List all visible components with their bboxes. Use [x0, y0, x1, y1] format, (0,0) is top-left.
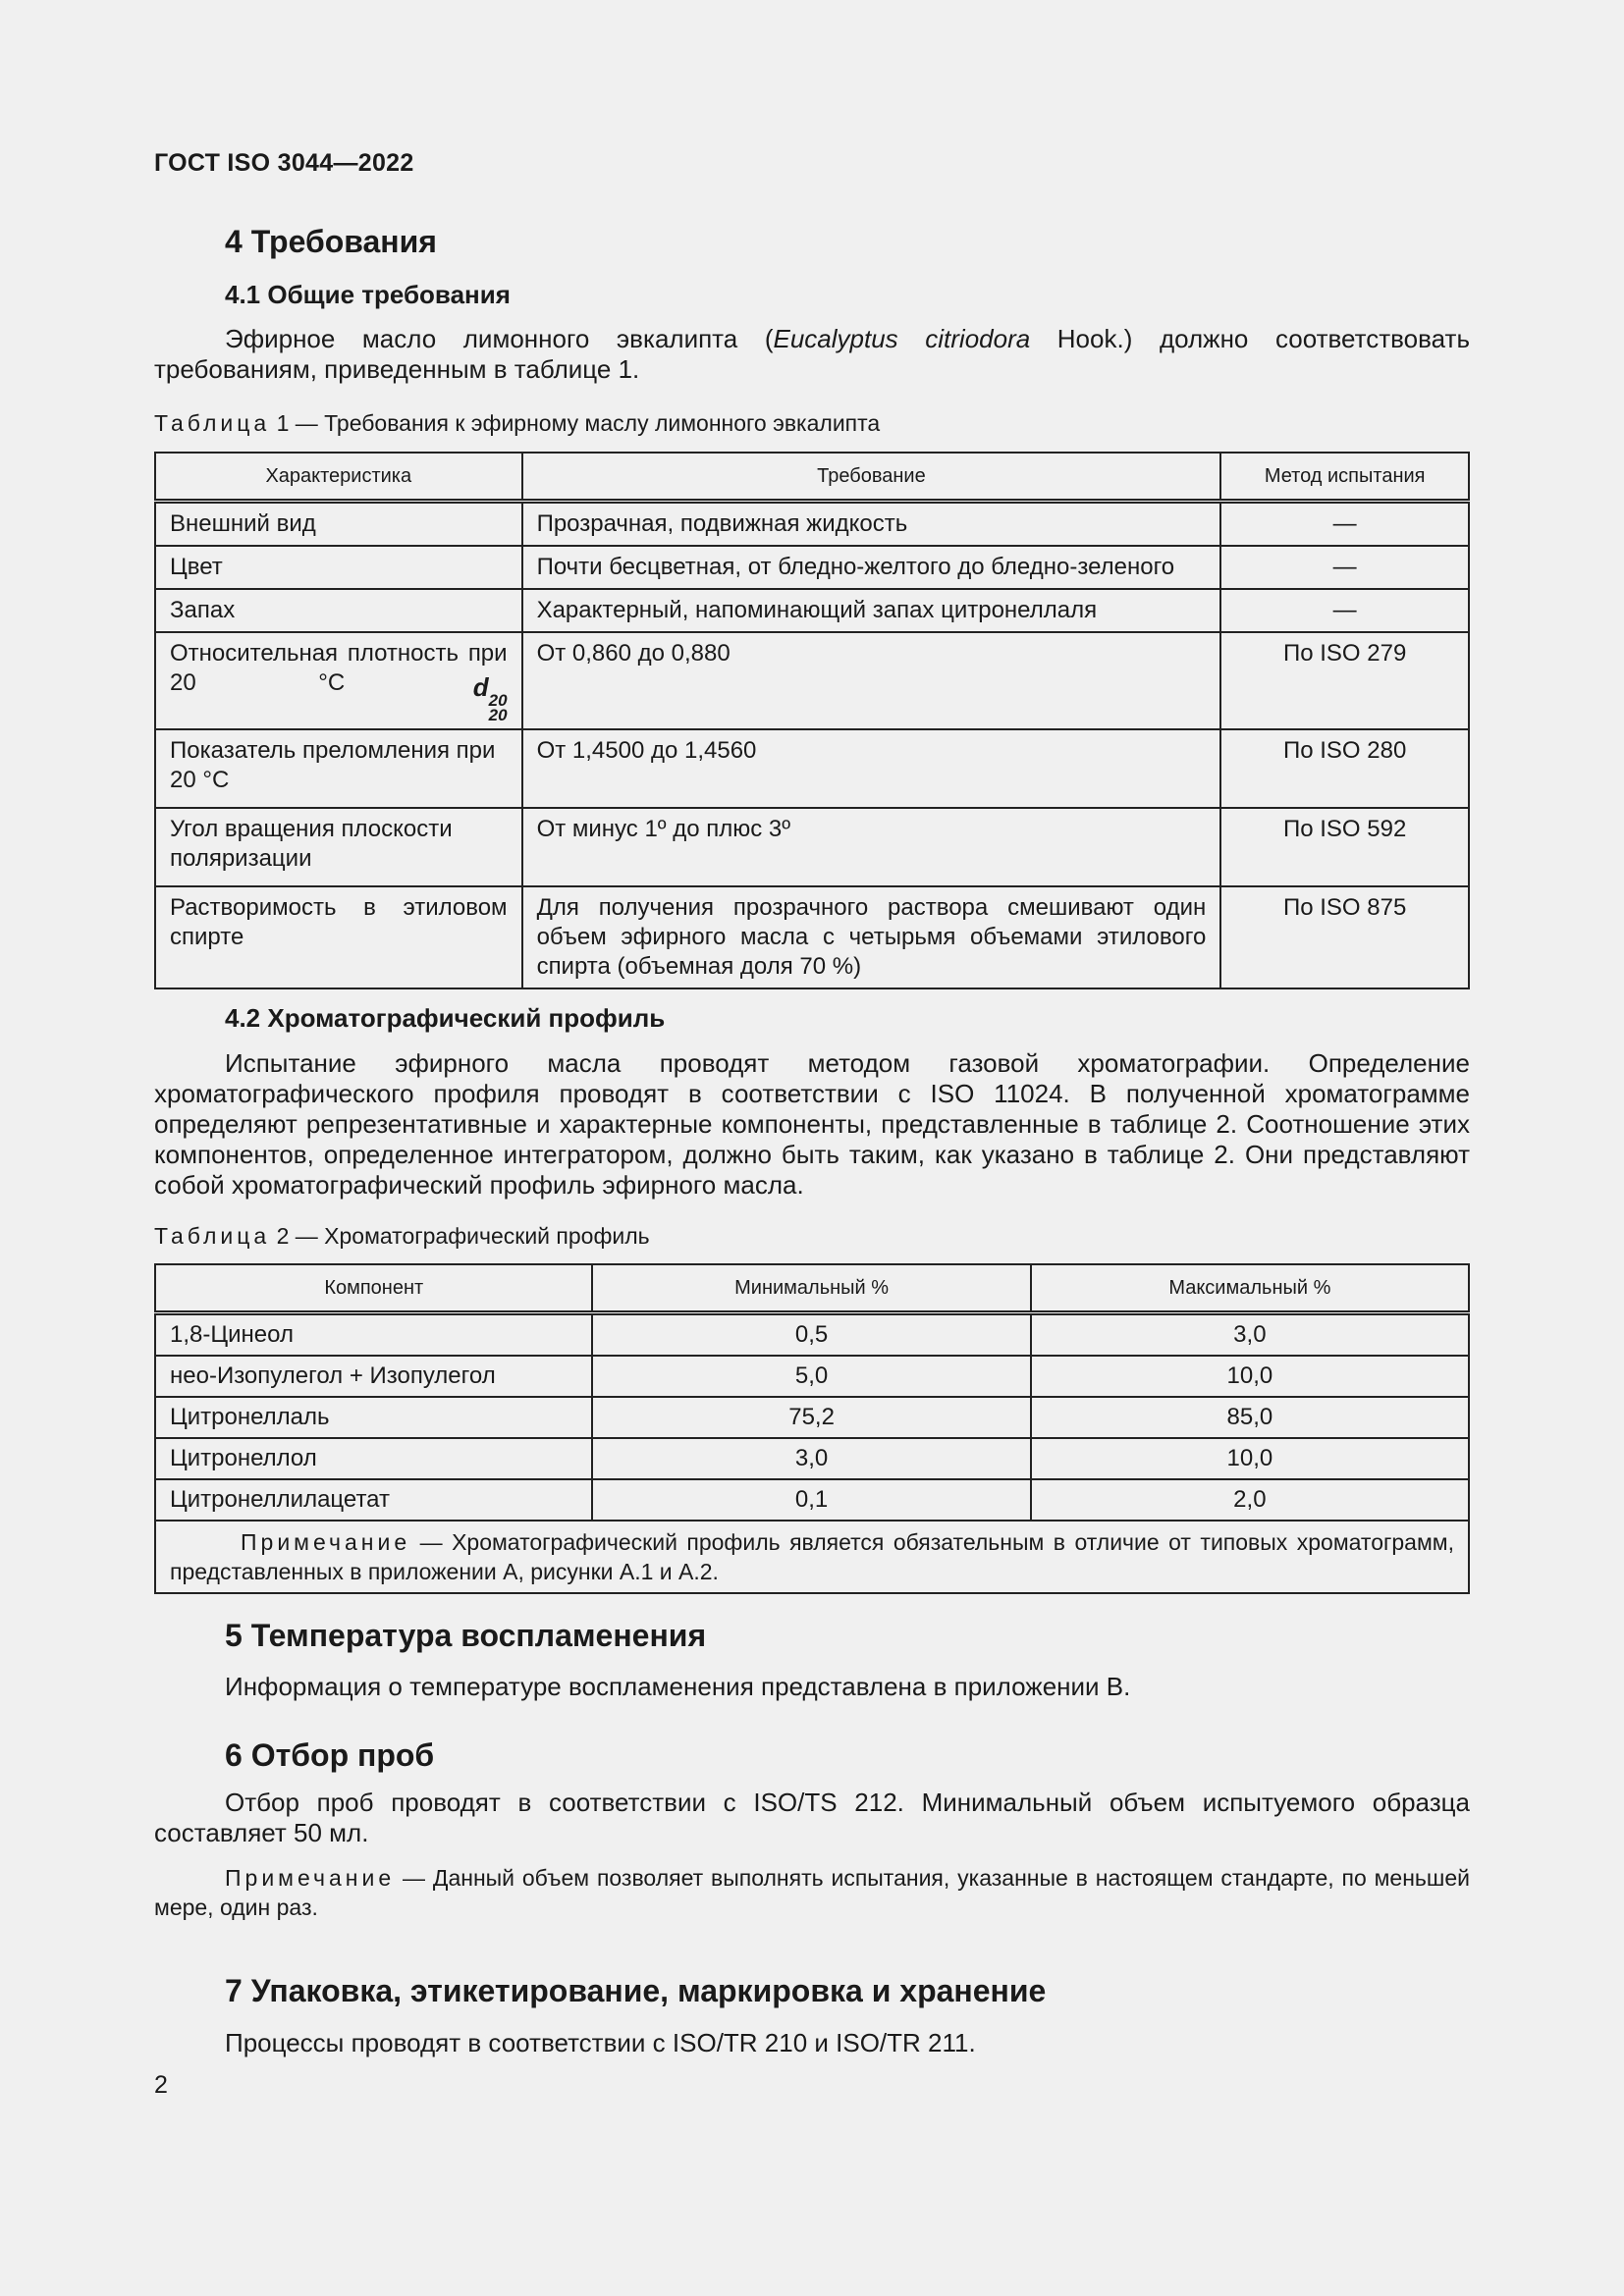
paragraph-4-2: Испытание эфирного масла проводят методом газовой хроматографии. Определение хроматографического профиля проводят в соответствии с ISO 11024. В полученной хроматограмме определяют репрезентативные и характерные компоненты, представленные в таблице 2. Соотношение этих компонентов, определенное интегратором, должно быть таким, как указано в таблице 2. Они представляют собой хроматографический профиль эфирного масла.	[154, 1048, 1470, 1200]
cell-min: 5,0	[592, 1356, 1030, 1397]
cell-max: 2,0	[1031, 1479, 1469, 1521]
section-6-note: Примечание — Данный объем позволяет выполнять испытания, указанные в настоящем стандарте, по меньшей мере, один раз.	[154, 1865, 1470, 1920]
table-row	[155, 1356, 1469, 1397]
column-header: Требование	[522, 453, 1221, 502]
cell-requirement: От 0,860 до 0,880	[522, 632, 1221, 729]
cell-characteristic: Угол вращения плоскости поляризации	[155, 808, 522, 886]
cell-characteristic: Растворимость в этиловом спирте	[155, 886, 522, 988]
cell-component: нео-Изопулегол + Изопулегол	[155, 1356, 592, 1397]
cell-characteristic: Относительная плотность при 20 °C d 20 20	[155, 632, 522, 729]
density-symbol: d 20 20	[472, 672, 508, 724]
table-1-caption: Таблица 1 — Требования к эфирному маслу лимонного эвкалипта	[154, 410, 881, 436]
table-row	[155, 546, 1469, 589]
section-6-title: 6 Отбор проб	[225, 1737, 435, 1773]
cell-method: По ISO 592	[1220, 808, 1469, 886]
cell-min: 3,0	[592, 1438, 1030, 1479]
document-id-header: ГОСТ ISO 3044—2022	[154, 149, 414, 177]
table-row	[155, 502, 1469, 547]
table-note-row	[155, 1521, 1469, 1593]
table-row	[155, 886, 1469, 988]
cell-method: По ISO 279	[1220, 632, 1469, 729]
cell-min: 75,2	[592, 1397, 1030, 1438]
cell-component: Цитронеллол	[155, 1438, 592, 1479]
cell-characteristic: Запах	[155, 589, 522, 632]
table-row	[155, 808, 1469, 886]
paragraph-7: Процессы проводят в соответствии с ISO/TR 210 и ISO/TR 211.	[225, 2028, 976, 2057]
cell-method: По ISO 280	[1220, 729, 1469, 808]
table-row	[155, 632, 1469, 729]
cell-min: 0,5	[592, 1313, 1030, 1357]
table-row	[155, 1397, 1469, 1438]
cell-requirement: Для получения прозрачного раствора смешивают один объем эфирного масла с четырьмя объемами этилового спирта (объемная доля 70 %)	[522, 886, 1221, 988]
cell-max: 85,0	[1031, 1397, 1469, 1438]
cell-requirement: Почти бесцветная, от бледно-желтого до бледно-зеленого	[522, 546, 1221, 589]
cell-characteristic: Цвет	[155, 546, 522, 589]
paragraph-5: Информация о температуре воспламенения представлена в приложении В.	[225, 1672, 1131, 1701]
table-row	[155, 1438, 1469, 1479]
paragraph-4-1: Эфирное масло лимонного эвкалипта (Eucalyptus citriodora Hook.) должно соответствовать требованиям, приведенным в таблице 1.	[154, 324, 1470, 384]
table-2	[154, 1263, 1470, 1594]
cell-method: —	[1220, 589, 1469, 632]
column-header: Минимальный %	[592, 1264, 1030, 1313]
table-header-row	[155, 453, 1469, 502]
section-4-title: 4 Требования	[225, 224, 437, 259]
subsection-4-1-title: 4.1 Общие требования	[225, 280, 511, 309]
table-row	[155, 1313, 1469, 1357]
column-header: Максимальный %	[1031, 1264, 1469, 1313]
column-header: Компонент	[155, 1264, 592, 1313]
cell-method: —	[1220, 502, 1469, 547]
table-2-caption: Таблица 2 — Хроматографический профиль	[154, 1223, 650, 1249]
cell-max: 10,0	[1031, 1356, 1469, 1397]
cell-requirement: От минус 1º до плюс 3º	[522, 808, 1221, 886]
cell-component: Цитронеллилацетат	[155, 1479, 592, 1521]
table-row	[155, 589, 1469, 632]
cell-requirement: Прозрачная, подвижная жидкость	[522, 502, 1221, 547]
cell-min: 0,1	[592, 1479, 1030, 1521]
subsection-4-2-title: 4.2 Хроматографический профиль	[225, 1003, 666, 1033]
section-5-title: 5 Температура воспламенения	[225, 1618, 707, 1653]
table-row	[155, 729, 1469, 808]
cell-characteristic: Внешний вид	[155, 502, 522, 547]
page-number: 2	[154, 2071, 168, 2099]
table-header-row	[155, 1264, 1469, 1313]
cell-requirement: От 1,4500 до 1,4560	[522, 729, 1221, 808]
section-7-title: 7 Упаковка, этикетирование, маркировка и хранение	[225, 1973, 1047, 2008]
cell-max: 3,0	[1031, 1313, 1469, 1357]
table-1	[154, 452, 1470, 989]
cell-max: 10,0	[1031, 1438, 1469, 1479]
cell-requirement: Характерный, напоминающий запах цитронеллаля	[522, 589, 1221, 632]
column-header: Метод испытания	[1220, 453, 1469, 502]
paragraph-6: Отбор проб проводят в соответствии с ISO/TS 212. Минимальный объем испытуемого образца составляет 50 мл.	[154, 1788, 1470, 1847]
cell-component: Цитронеллаль	[155, 1397, 592, 1438]
cell-method: По ISO 875	[1220, 886, 1469, 988]
cell-component: 1,8-Цинеол	[155, 1313, 592, 1357]
table-row	[155, 1479, 1469, 1521]
table-2-note: Примечание — Хроматографический профиль является обязательным в отличие от типовых хроматограмм, представленных в приложении А, рисунки А.1 и А.2.	[155, 1521, 1469, 1593]
cell-method: —	[1220, 546, 1469, 589]
cell-characteristic: Показатель преломления при 20 °C	[155, 729, 522, 808]
column-header: Характеристика	[155, 453, 522, 502]
